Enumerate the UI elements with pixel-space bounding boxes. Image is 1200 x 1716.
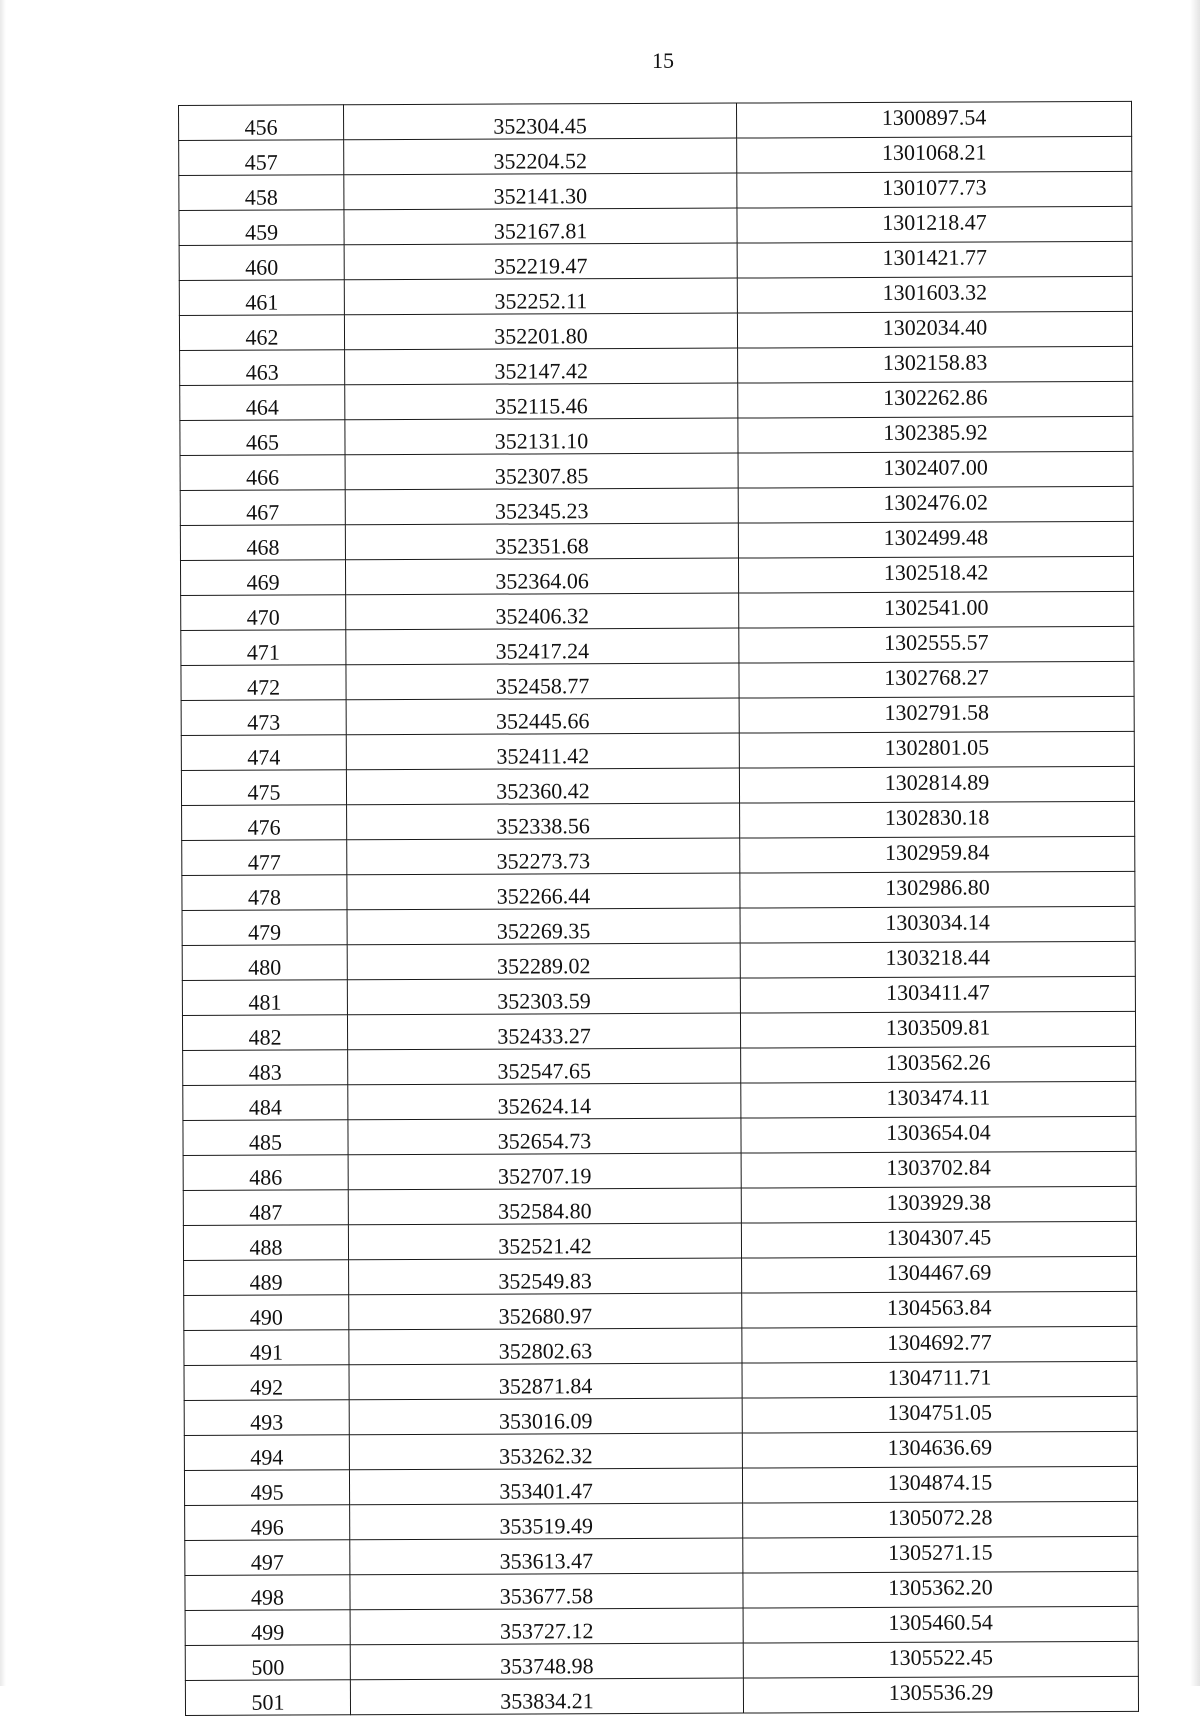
point-number-cell: 479 bbox=[182, 910, 347, 946]
point-number-cell: 483 bbox=[183, 1050, 348, 1086]
y-coordinate-cell: 1303702.84 bbox=[741, 1151, 1136, 1188]
y-coordinate-cell: 1303509.81 bbox=[740, 1011, 1135, 1048]
table-row bbox=[182, 836, 1135, 875]
y-coordinate-cell: 1305362.20 bbox=[743, 1571, 1138, 1608]
point-number-cell: 468 bbox=[180, 525, 345, 561]
table-row bbox=[182, 941, 1135, 980]
y-coordinate-cell: 1301218.47 bbox=[737, 206, 1132, 243]
x-coordinate-cell: 352351.68 bbox=[345, 523, 738, 560]
x-coordinate-cell: 352307.85 bbox=[345, 453, 738, 490]
table-row bbox=[181, 591, 1134, 630]
x-coordinate-cell: 352411.42 bbox=[346, 733, 739, 770]
point-number-cell: 474 bbox=[181, 735, 346, 771]
y-coordinate-cell: 1302768.27 bbox=[739, 661, 1134, 698]
y-coordinate-cell: 1302555.57 bbox=[739, 626, 1134, 663]
y-coordinate-cell: 1301421.77 bbox=[737, 241, 1132, 278]
x-coordinate-cell: 352360.42 bbox=[346, 768, 739, 805]
point-number-cell: 463 bbox=[180, 350, 345, 386]
table-row bbox=[183, 1186, 1136, 1225]
x-coordinate-cell: 353262.32 bbox=[349, 1433, 742, 1470]
table-row bbox=[183, 1151, 1136, 1190]
y-coordinate-cell: 1304711.71 bbox=[742, 1361, 1137, 1398]
scan-edge-left bbox=[0, 0, 6, 1686]
point-number-cell: 465 bbox=[180, 420, 345, 456]
point-number-cell: 487 bbox=[183, 1190, 348, 1226]
table-row bbox=[182, 906, 1135, 945]
x-coordinate-cell: 353748.98 bbox=[350, 1643, 743, 1680]
x-coordinate-cell: 352433.27 bbox=[347, 1013, 740, 1050]
point-number-cell: 484 bbox=[183, 1085, 348, 1121]
x-coordinate-cell: 352167.81 bbox=[344, 208, 737, 245]
x-coordinate-cell: 352273.73 bbox=[347, 838, 740, 875]
point-number-cell: 498 bbox=[185, 1575, 350, 1611]
y-coordinate-cell: 1305072.28 bbox=[743, 1501, 1138, 1538]
table-row bbox=[183, 1046, 1136, 1085]
x-coordinate-cell: 353016.09 bbox=[349, 1398, 742, 1435]
x-coordinate-cell: 352304.45 bbox=[344, 103, 737, 140]
table-row bbox=[180, 521, 1133, 560]
x-coordinate-cell: 352201.80 bbox=[344, 313, 737, 350]
point-number-cell: 501 bbox=[185, 1680, 350, 1716]
point-number-cell: 466 bbox=[180, 455, 345, 491]
y-coordinate-cell: 1303034.14 bbox=[740, 906, 1135, 943]
y-coordinate-cell: 1302499.48 bbox=[738, 521, 1133, 558]
point-number-cell: 492 bbox=[184, 1365, 349, 1401]
table-row bbox=[182, 801, 1135, 840]
point-number-cell: 460 bbox=[179, 245, 344, 281]
table-row bbox=[185, 1571, 1138, 1610]
x-coordinate-cell: 352131.10 bbox=[345, 418, 738, 455]
x-coordinate-cell: 352147.42 bbox=[345, 348, 738, 385]
table-row bbox=[185, 1536, 1138, 1575]
y-coordinate-cell: 1300897.54 bbox=[736, 101, 1131, 138]
x-coordinate-cell: 352445.66 bbox=[346, 698, 739, 735]
y-coordinate-cell: 1302801.05 bbox=[739, 731, 1134, 768]
table-row bbox=[180, 346, 1133, 385]
point-number-cell: 456 bbox=[179, 105, 344, 141]
point-number-cell: 458 bbox=[179, 175, 344, 211]
y-coordinate-cell: 1305460.54 bbox=[743, 1606, 1138, 1643]
table-row bbox=[182, 1011, 1135, 1050]
point-number-cell: 467 bbox=[180, 490, 345, 526]
x-coordinate-cell: 352266.44 bbox=[347, 873, 740, 910]
y-coordinate-cell: 1304563.84 bbox=[742, 1291, 1137, 1328]
table-row bbox=[180, 381, 1133, 420]
point-number-cell: 457 bbox=[179, 140, 344, 176]
table-row bbox=[179, 136, 1132, 175]
y-coordinate-cell: 1302034.40 bbox=[737, 311, 1132, 348]
point-number-cell: 459 bbox=[179, 210, 344, 246]
y-coordinate-cell: 1302814.89 bbox=[739, 766, 1134, 803]
table-row bbox=[179, 311, 1132, 350]
y-coordinate-cell: 1302986.80 bbox=[740, 871, 1135, 908]
point-number-cell: 495 bbox=[184, 1470, 349, 1506]
table-row bbox=[185, 1641, 1138, 1680]
table-row bbox=[179, 171, 1132, 210]
point-number-cell: 461 bbox=[179, 280, 344, 316]
y-coordinate-cell: 1303411.47 bbox=[740, 976, 1135, 1013]
table-row bbox=[179, 101, 1132, 140]
y-coordinate-cell: 1302830.18 bbox=[740, 801, 1135, 838]
table-row bbox=[183, 1116, 1136, 1155]
y-coordinate-cell: 1305271.15 bbox=[743, 1536, 1138, 1573]
table-row bbox=[180, 486, 1133, 525]
x-coordinate-cell: 352549.83 bbox=[349, 1258, 742, 1295]
table-row bbox=[185, 1606, 1138, 1645]
table-row bbox=[179, 206, 1132, 245]
y-coordinate-cell: 1304307.45 bbox=[741, 1221, 1136, 1258]
x-coordinate-cell: 352871.84 bbox=[349, 1363, 742, 1400]
y-coordinate-cell: 1303654.04 bbox=[741, 1116, 1136, 1153]
y-coordinate-cell: 1304467.69 bbox=[742, 1256, 1137, 1293]
point-number-cell: 469 bbox=[180, 560, 345, 596]
point-number-cell: 486 bbox=[183, 1155, 348, 1191]
x-coordinate-cell: 352707.19 bbox=[348, 1153, 741, 1190]
table-row bbox=[182, 976, 1135, 1015]
x-coordinate-cell: 353519.49 bbox=[350, 1503, 743, 1540]
scan-edge-right bbox=[1190, 0, 1200, 1686]
table-row bbox=[183, 1081, 1136, 1120]
y-coordinate-cell: 1301077.73 bbox=[737, 171, 1132, 208]
point-number-cell: 497 bbox=[185, 1540, 350, 1576]
x-coordinate-cell: 353727.12 bbox=[350, 1608, 743, 1645]
x-coordinate-cell: 353401.47 bbox=[349, 1468, 742, 1505]
y-coordinate-cell: 1305536.29 bbox=[743, 1676, 1138, 1713]
point-number-cell: 482 bbox=[182, 1015, 347, 1051]
table-row bbox=[184, 1326, 1137, 1365]
x-coordinate-cell: 352338.56 bbox=[347, 803, 740, 840]
x-coordinate-cell: 352204.52 bbox=[344, 138, 737, 175]
x-coordinate-cell: 352802.63 bbox=[349, 1328, 742, 1365]
y-coordinate-cell: 1303474.11 bbox=[741, 1081, 1136, 1118]
x-coordinate-cell: 352141.30 bbox=[344, 173, 737, 210]
table-row bbox=[184, 1466, 1137, 1505]
coordinate-table bbox=[178, 101, 1139, 1716]
x-coordinate-cell: 352654.73 bbox=[348, 1118, 741, 1155]
y-coordinate-cell: 1304636.69 bbox=[742, 1431, 1137, 1468]
point-number-cell: 470 bbox=[181, 595, 346, 631]
y-coordinate-cell: 1304692.77 bbox=[742, 1326, 1137, 1363]
table-row bbox=[181, 731, 1134, 770]
x-coordinate-cell: 352115.46 bbox=[345, 383, 738, 420]
point-number-cell: 493 bbox=[184, 1400, 349, 1436]
table-row bbox=[179, 276, 1132, 315]
point-number-cell: 472 bbox=[181, 665, 346, 701]
point-number-cell: 478 bbox=[182, 875, 347, 911]
y-coordinate-cell: 1302959.84 bbox=[740, 836, 1135, 873]
point-number-cell: 494 bbox=[184, 1435, 349, 1471]
table-row bbox=[182, 871, 1135, 910]
table-row bbox=[181, 626, 1134, 665]
page-number: 15 bbox=[652, 48, 674, 73]
y-coordinate-cell: 1305522.45 bbox=[743, 1641, 1138, 1678]
y-coordinate-cell: 1302541.00 bbox=[739, 591, 1134, 628]
y-coordinate-cell: 1302158.83 bbox=[738, 346, 1133, 383]
y-coordinate-cell: 1304874.15 bbox=[742, 1466, 1137, 1503]
x-coordinate-cell: 352680.97 bbox=[349, 1293, 742, 1330]
table-row bbox=[184, 1291, 1137, 1330]
table-row bbox=[184, 1256, 1137, 1295]
table-row bbox=[180, 416, 1133, 455]
x-coordinate-cell: 352303.59 bbox=[347, 978, 740, 1015]
table-row bbox=[184, 1396, 1137, 1435]
point-number-cell: 464 bbox=[180, 385, 345, 421]
point-number-cell: 481 bbox=[182, 980, 347, 1016]
coordinate-table-body bbox=[179, 101, 1139, 1715]
x-coordinate-cell: 353613.47 bbox=[350, 1538, 743, 1575]
y-coordinate-cell: 1302476.02 bbox=[738, 486, 1133, 523]
table-row bbox=[185, 1501, 1138, 1540]
point-number-cell: 471 bbox=[181, 630, 346, 666]
table-row bbox=[181, 696, 1134, 735]
point-number-cell: 500 bbox=[185, 1645, 350, 1681]
table-row bbox=[180, 556, 1133, 595]
x-coordinate-cell: 352289.02 bbox=[347, 943, 740, 980]
table-row bbox=[183, 1221, 1136, 1260]
point-number-cell: 480 bbox=[182, 945, 347, 981]
point-number-cell: 489 bbox=[184, 1260, 349, 1296]
point-number-cell: 485 bbox=[183, 1120, 348, 1156]
x-coordinate-cell: 352547.65 bbox=[348, 1048, 741, 1085]
y-coordinate-cell: 1302385.92 bbox=[738, 416, 1133, 453]
table-row bbox=[181, 661, 1134, 700]
point-number-cell: 496 bbox=[185, 1505, 350, 1541]
x-coordinate-cell: 352624.14 bbox=[348, 1083, 741, 1120]
table-row bbox=[181, 766, 1134, 805]
x-coordinate-cell: 352521.42 bbox=[348, 1223, 741, 1260]
x-coordinate-cell: 352252.11 bbox=[344, 278, 737, 315]
x-coordinate-cell: 353834.21 bbox=[350, 1678, 743, 1715]
table-row bbox=[185, 1676, 1138, 1715]
y-coordinate-cell: 1302518.42 bbox=[738, 556, 1133, 593]
point-number-cell: 491 bbox=[184, 1330, 349, 1366]
table-row bbox=[180, 451, 1133, 490]
y-coordinate-cell: 1301603.32 bbox=[737, 276, 1132, 313]
y-coordinate-cell: 1302791.58 bbox=[739, 696, 1134, 733]
x-coordinate-cell: 352345.23 bbox=[345, 488, 738, 525]
table-row bbox=[184, 1361, 1137, 1400]
x-coordinate-cell: 352417.24 bbox=[346, 628, 739, 665]
y-coordinate-cell: 1303562.26 bbox=[741, 1046, 1136, 1083]
point-number-cell: 490 bbox=[184, 1295, 349, 1331]
y-coordinate-cell: 1303218.44 bbox=[740, 941, 1135, 978]
x-coordinate-cell: 353677.58 bbox=[350, 1573, 743, 1610]
y-coordinate-cell: 1303929.38 bbox=[741, 1186, 1136, 1223]
point-number-cell: 462 bbox=[179, 315, 344, 351]
y-coordinate-cell: 1302262.86 bbox=[738, 381, 1133, 418]
x-coordinate-cell: 352269.35 bbox=[347, 908, 740, 945]
x-coordinate-cell: 352584.80 bbox=[348, 1188, 741, 1225]
table-row bbox=[179, 241, 1132, 280]
point-number-cell: 488 bbox=[183, 1225, 348, 1261]
point-number-cell: 473 bbox=[181, 700, 346, 736]
y-coordinate-cell: 1304751.05 bbox=[742, 1396, 1137, 1433]
x-coordinate-cell: 352458.77 bbox=[346, 663, 739, 700]
y-coordinate-cell: 1301068.21 bbox=[737, 136, 1132, 173]
x-coordinate-cell: 352364.06 bbox=[345, 558, 738, 595]
x-coordinate-cell: 352219.47 bbox=[344, 243, 737, 280]
x-coordinate-cell: 352406.32 bbox=[346, 593, 739, 630]
point-number-cell: 475 bbox=[181, 770, 346, 806]
table-row bbox=[184, 1431, 1137, 1470]
point-number-cell: 499 bbox=[185, 1610, 350, 1646]
point-number-cell: 477 bbox=[182, 840, 347, 876]
point-number-cell: 476 bbox=[182, 805, 347, 841]
y-coordinate-cell: 1302407.00 bbox=[738, 451, 1133, 488]
